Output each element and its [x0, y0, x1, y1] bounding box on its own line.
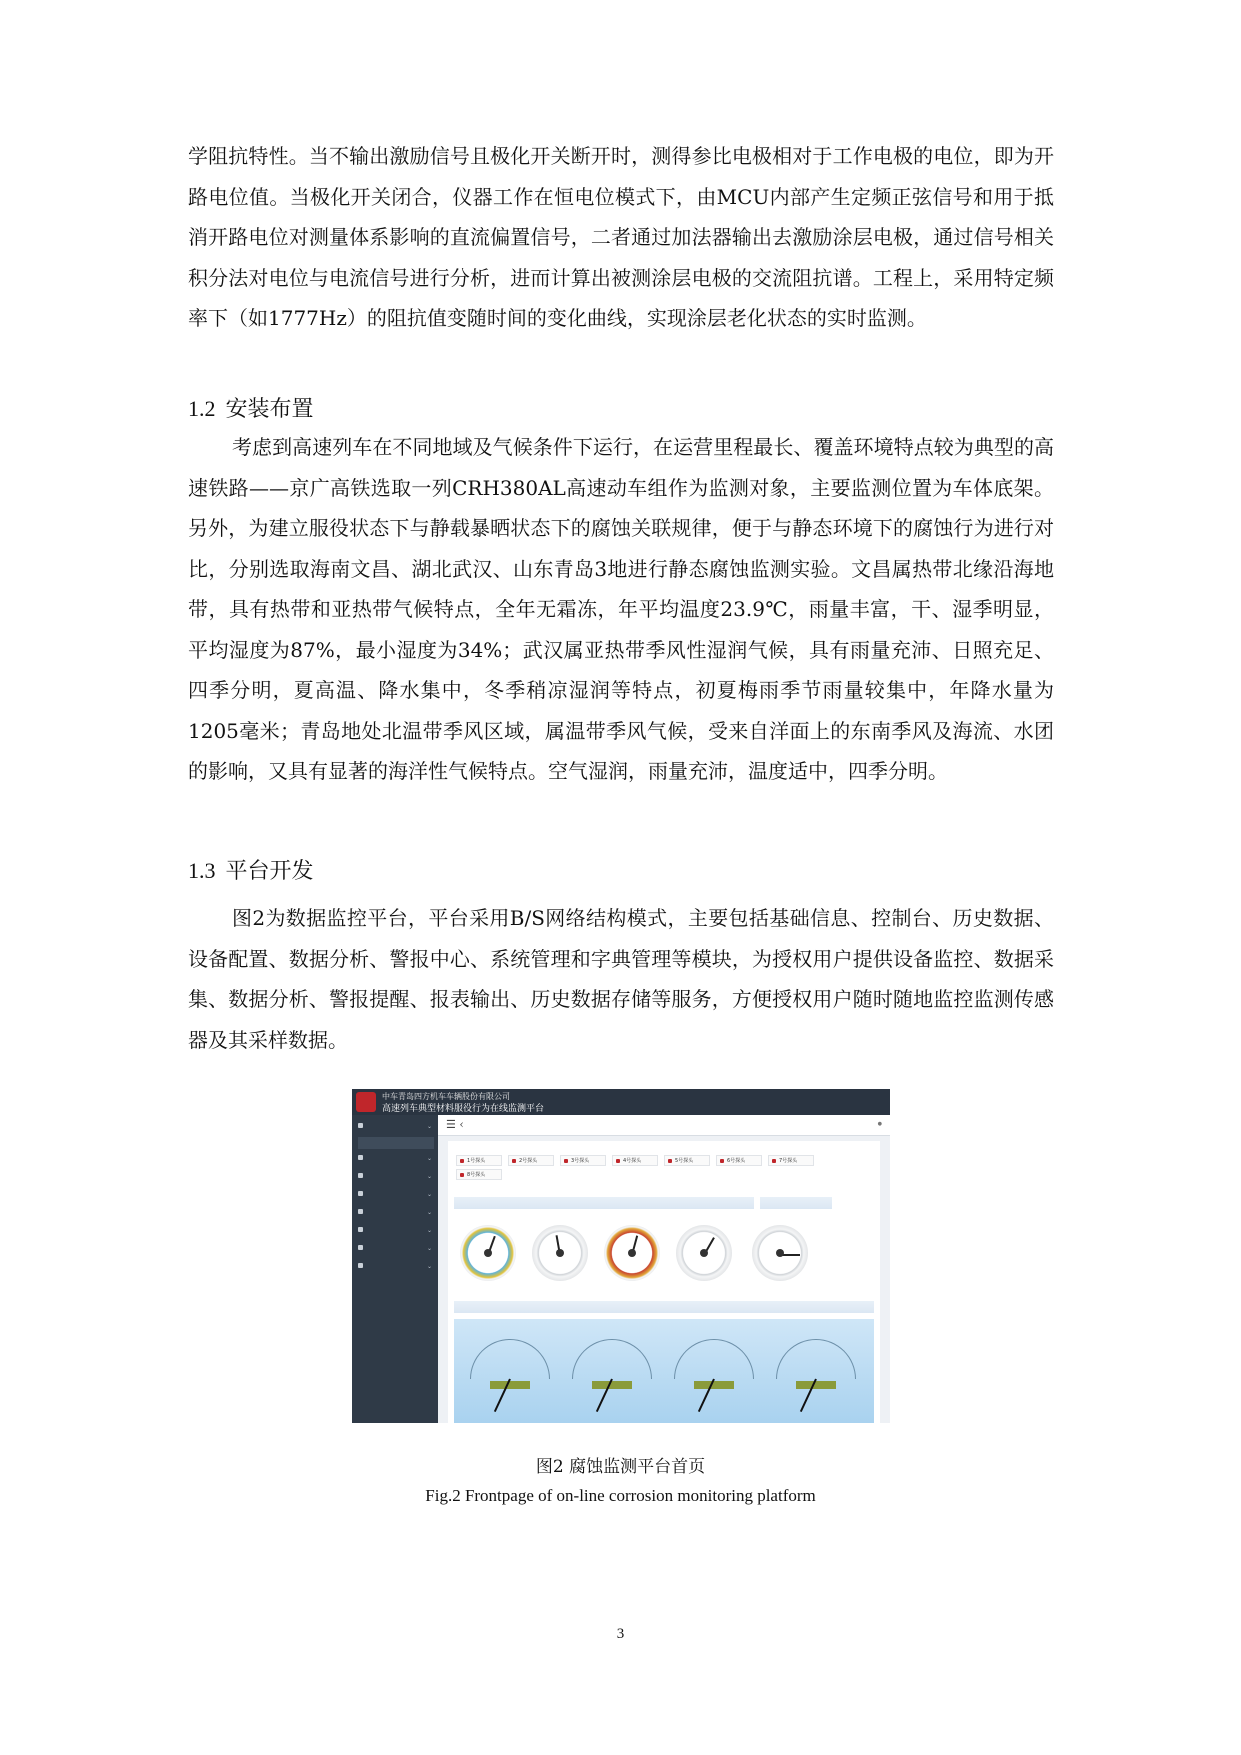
probe-tab: 3号探头 [560, 1155, 606, 1166]
paragraph-1-text: 学阻抗特性。当不输出激励信号且极化开关断开时，测得参比电极相对于工作电极的电位，即为开路电位值。当极化开关闭合，仪器工作在恒电位模式下，由MCU内部产生定频正弦信号和用于抵消开路电位对测量体系影响的直流偏置信号，二者通过加法器输出去激励涂层电极，通过信号相关积分法对电位与电流信号进行分析，进而计算出被测涂层电极的交流阻抗谱。工程上，采用特定频率下（如1777Hz）的阻抗值变随时间的变化曲线，实现涂层老化状态的实时监测。 [188, 144, 1054, 330]
platform-sidebar [352, 1115, 438, 1423]
probe-tab: 1号探头 [456, 1155, 502, 1166]
probe-tab: 6号探头 [716, 1155, 762, 1166]
gauge-hub [556, 1249, 564, 1257]
paragraph-3 [188, 898, 1054, 1060]
platform-header-bar [352, 1089, 890, 1115]
meter-scale [572, 1339, 652, 1379]
gauge-hub [776, 1249, 784, 1257]
analog-meter [570, 1333, 654, 1417]
chevron-down-icon: ⌄ [426, 1173, 432, 1180]
corrosion-panel-header [454, 1301, 874, 1313]
probe-tab: 2号探头 [508, 1155, 554, 1166]
platform-topbar [438, 1115, 890, 1136]
side-panel-header [760, 1197, 832, 1209]
hamburger-menu-icon: ☰ ‹ [446, 1118, 464, 1131]
heading-number: 1.3 [188, 858, 216, 883]
meter-value-label [490, 1381, 530, 1389]
gauge-hub [628, 1249, 636, 1257]
gauge-hub [700, 1249, 708, 1257]
analog-meter [672, 1333, 756, 1417]
figure-caption-chinese: 图2 腐蚀监测平台首页 [535, 1457, 706, 1477]
analog-meter [774, 1333, 858, 1417]
chevron-down-icon: ⌄ [426, 1155, 432, 1162]
gauge-dial [676, 1225, 732, 1281]
probe-tab: 7号探头 [768, 1155, 814, 1166]
heading-number: 1.2 [188, 396, 216, 421]
meter-scale [674, 1339, 754, 1379]
section-heading-1-3 [188, 854, 314, 885]
analog-meter [468, 1333, 552, 1417]
meter-scale [776, 1339, 856, 1379]
sidebar-item [358, 1191, 434, 1203]
menu-icon [358, 1227, 363, 1232]
menu-icon [358, 1245, 363, 1250]
platform-screenshot-figure [352, 1089, 890, 1423]
environment-panel-header [454, 1197, 754, 1209]
section-heading-1-2 [188, 392, 314, 423]
gauge-dial [752, 1225, 808, 1281]
company-logo-icon [356, 1092, 376, 1112]
paragraph-2-text: 考虑到高速列车在不同地域及气候条件下运行，在运营里程最长、覆盖环境特点较为典型的高速铁路——京广高铁选取一列CRH380AL高速动车组作为监测对象，主要监测位置为车体底架。另外，为建立服役状态下与静载暴晒状态下的腐蚀关联规律，便于与静态环境下的腐蚀行为进行对比，分别选取海南文昌、湖北武汉、山东青岛3地进行静态腐蚀监测实验。文昌属热带北缘沿海地带，具有热带和亚热带气候特点，全年无霜冻，年平均温度23.9℃，雨量丰富，干、湿季明显，平均湿度为87%，最小湿度为34%；武汉属亚热带季风性湿润气候，具有雨量充沛、日照充足、四季分明，夏高温、降水集中，冬季稍凉湿润等特点，初夏梅雨季节雨量较集中，年降水量为1205毫米；青岛地处北温带季风区域，属温带季风气候，受来自洋面上的东南季风及海流、水团的影响，又具有显著的海洋性气候特点。空气湿润，雨量充沛，温度适中，四季分明。 [188, 435, 1054, 783]
chevron-down-icon: ⌄ [426, 1245, 432, 1252]
sidebar-item [358, 1245, 434, 1257]
platform-title: 高速列车典型材料服役行为在线监测平台 [382, 1104, 545, 1114]
sidebar-item [358, 1227, 434, 1239]
sidebar-item [358, 1173, 434, 1185]
corrosion-meters-panel [454, 1319, 874, 1423]
gauge-hub [484, 1249, 492, 1257]
page-number: 3 [616, 1626, 625, 1642]
probe-tab: 4号探头 [612, 1155, 658, 1166]
meter-value-label [796, 1381, 836, 1389]
menu-icon [358, 1155, 363, 1160]
menu-icon [358, 1209, 363, 1214]
figure-caption-english: Fig.2 Frontpage of on-line corrosion monitoring platform [425, 1486, 816, 1505]
chevron-down-icon: ⌄ [426, 1209, 432, 1216]
paragraph-1 [188, 136, 1054, 339]
gauge-dial [460, 1225, 516, 1281]
gauge-dial [532, 1225, 588, 1281]
platform-main-content [448, 1141, 880, 1423]
probe-tab: 8号探头 [456, 1169, 502, 1180]
probe-tab: 5号探头 [664, 1155, 710, 1166]
meter-value-label [694, 1381, 734, 1389]
sidebar-item [358, 1155, 434, 1167]
user-avatar-icon: ● [877, 1121, 882, 1127]
chevron-down-icon: ⌄ [426, 1123, 432, 1130]
gauge-dial [604, 1225, 660, 1281]
chevron-down-icon: ⌄ [426, 1263, 432, 1270]
heading-text: 安装布置 [225, 397, 314, 422]
meter-scale [470, 1339, 550, 1379]
menu-icon [358, 1263, 363, 1268]
meter-value-label [592, 1381, 632, 1389]
heading-text: 平台开发 [225, 859, 314, 884]
paragraph-2 [188, 427, 1054, 792]
chevron-down-icon: ⌄ [426, 1191, 432, 1198]
company-name: 中车青岛四方机车车辆股份有限公司 [382, 1092, 510, 1101]
menu-icon [358, 1173, 363, 1178]
sidebar-item-active [358, 1137, 434, 1149]
menu-icon [358, 1191, 363, 1196]
chevron-down-icon: ⌄ [426, 1227, 432, 1234]
sidebar-item [358, 1123, 434, 1135]
paragraph-3-text: 图2为数据监控平台，平台采用B/S网络结构模式，主要包括基础信息、控制台、历史数据、设备配置、数据分析、警报中心、系统管理和字典管理等模块，为授权用户提供设备监控、数据采集、数据分析、警报提醒、报表输出、历史数据存储等服务，方便授权用户随时随地监控监测传感器及其采样数据。 [188, 906, 1054, 1052]
sidebar-item [358, 1209, 434, 1221]
sidebar-item [358, 1263, 434, 1275]
menu-icon [358, 1123, 363, 1128]
